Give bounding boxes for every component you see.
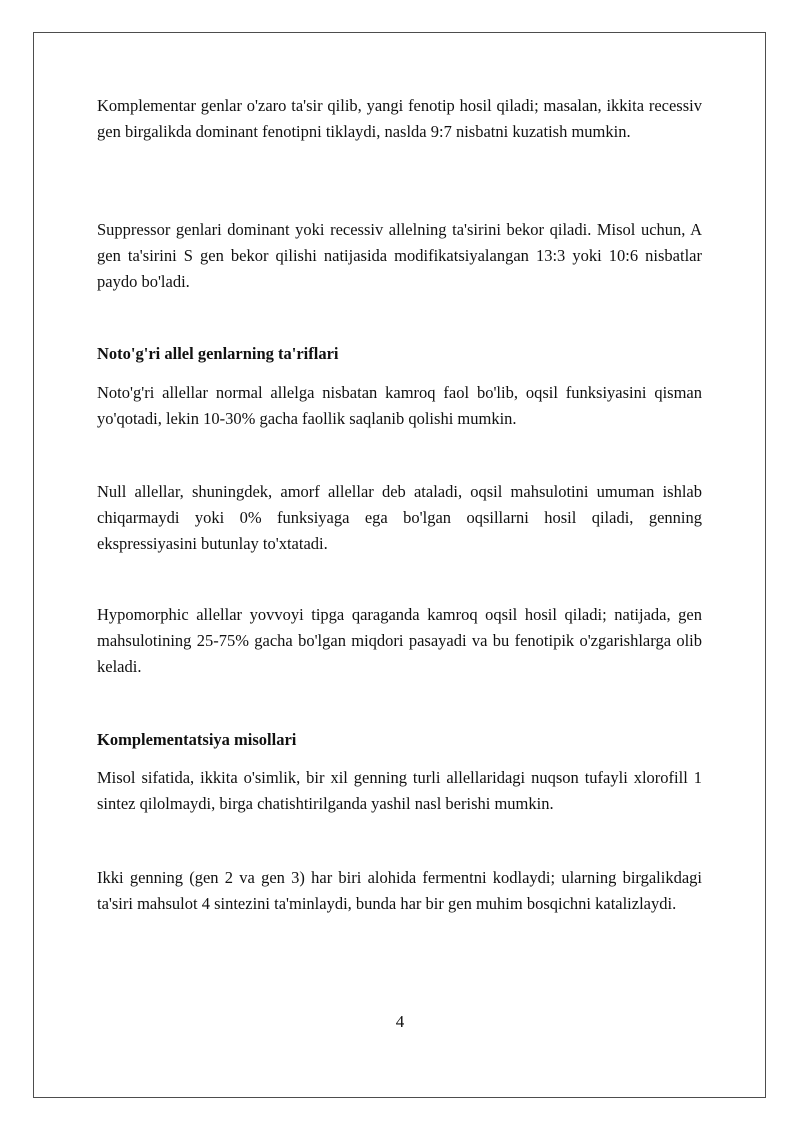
section-heading-complementation-examples: Komplementatsiya misollari [97, 730, 297, 749]
paragraph-complementation-plants: Misol sifatida, ikkita o'simlik, bir xil genning turli allellaridagi nuqson tufayli xlorofill 1 sintez qilolmaydi, birga chatishtirilganda yashil nasl berishi mumkin. [97, 768, 702, 813]
paragraph-two-genes-enzymes: Ikki genning (gen 2 va gen 3) har biri alohida fermentni kodlaydi; ularning birgalikdagi ta'siri mahsulot 4 sintezini ta'minlaydi, bunda har bir gen muhim bosqichni katalizlaydi. [97, 868, 702, 913]
paragraph-null-alleles: Null allellar, shuningdek, amorf allellar deb ataladi, oqsil mahsulotini umuman ishlab chiqarmaydi yoki 0% funksiyaga ega bo'lgan oqsillarni hosil qiladi, genning ekspressiyasini butunlay to'xtatadi. [97, 482, 702, 553]
section-heading-allele-definitions: Noto'g'ri allel genlarning ta'riflari [97, 344, 339, 363]
page-frame [33, 32, 766, 1098]
paragraph-hypomorphic-alleles: Hypomorphic allellar yovvoyi tipga qaraganda kamroq oqsil hosil qiladi; natijada, gen mahsulotining 25-75% gacha bo'lgan miqdori pasayadi va bu fenotipik o'zgarishlarga olib keladi. [97, 605, 702, 676]
page-number: 4 [395, 1012, 405, 1031]
paragraph-suppressor-genes: Suppressor genlari dominant yoki recessiv allelning ta'sirini bekor qiladi. Misol uchun, A gen ta'sirini S gen bekor qilishi natijasida modifikatsiyalangan 13:3 yoki 10:6 nisbatlar paydo bo'ladi. [97, 220, 702, 291]
paragraph-defective-alleles: Noto'g'ri allellar normal allelga nisbatan kamroq faol bo'lib, oqsil funksiyasini qisman yo'qotadi, lekin 10-30% gacha faollik saqlanib qolishi mumkin. [97, 383, 702, 428]
paragraph-complementary-genes: Komplementar genlar o'zaro ta'sir qilib, yangi fenotip hosil qiladi; masalan, ikkita recessiv gen birgalikda dominant fenotipni tiklaydi, naslda 9:7 nisbatni kuzatish mumkin. [97, 96, 702, 141]
